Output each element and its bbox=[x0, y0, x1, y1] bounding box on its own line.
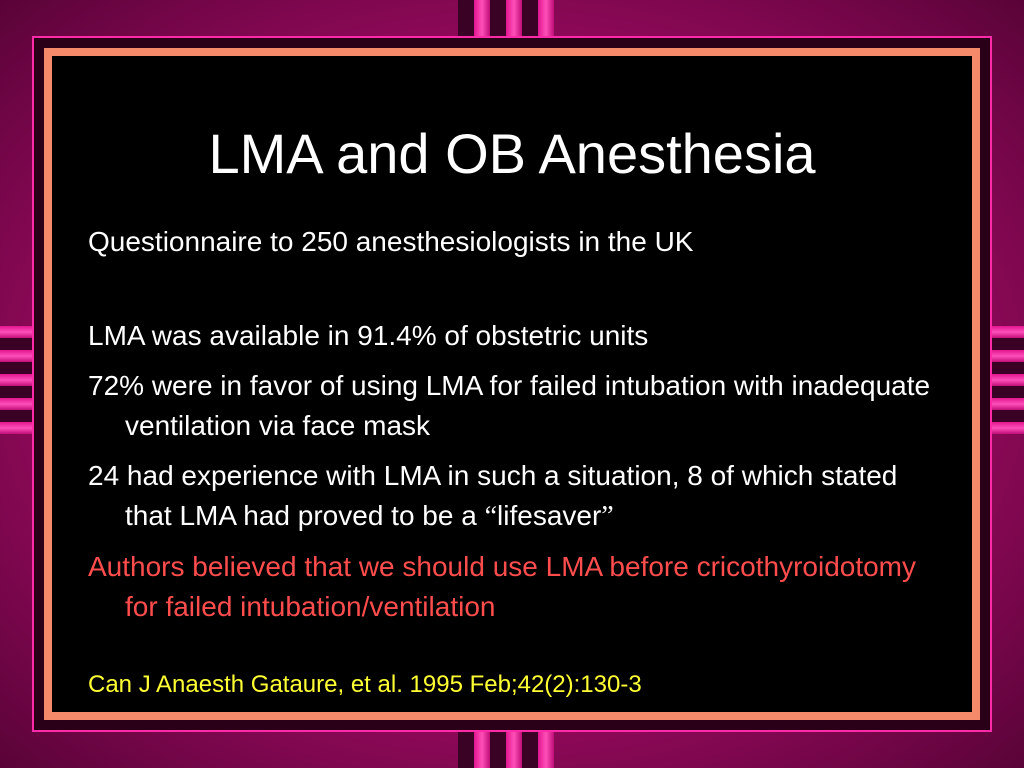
close-quote: ” bbox=[601, 501, 614, 532]
experience-text: 24 had experience with LMA in such a situation, 8 of which stated that LMA had proved to be a bbox=[88, 460, 898, 531]
open-quote: “ bbox=[484, 501, 498, 532]
lifesaver-text: lifesaver bbox=[497, 500, 602, 531]
bullet-authors-belief: Authors believed that we should use LMA before cricothyroidotomy for failed intubation/ventilation bbox=[88, 551, 917, 622]
bullet-availability: LMA was available in 91.4% of obstetric units bbox=[88, 320, 649, 351]
slide-body bbox=[88, 222, 948, 715]
bullet-questionnaire: Questionnaire to 250 anesthesiologists in the UK bbox=[88, 226, 694, 257]
slide-title: LMA and OB Anesthesia bbox=[208, 122, 816, 185]
citation: Can J Anaesth Gataure, et al. 1995 Feb;42(2):130-3 bbox=[88, 671, 642, 698]
bullet-favor: 72% were in favor of using LMA for failed intubation with inadequate ventilation via face mask bbox=[88, 370, 931, 441]
bullet-experience bbox=[88, 456, 948, 537]
